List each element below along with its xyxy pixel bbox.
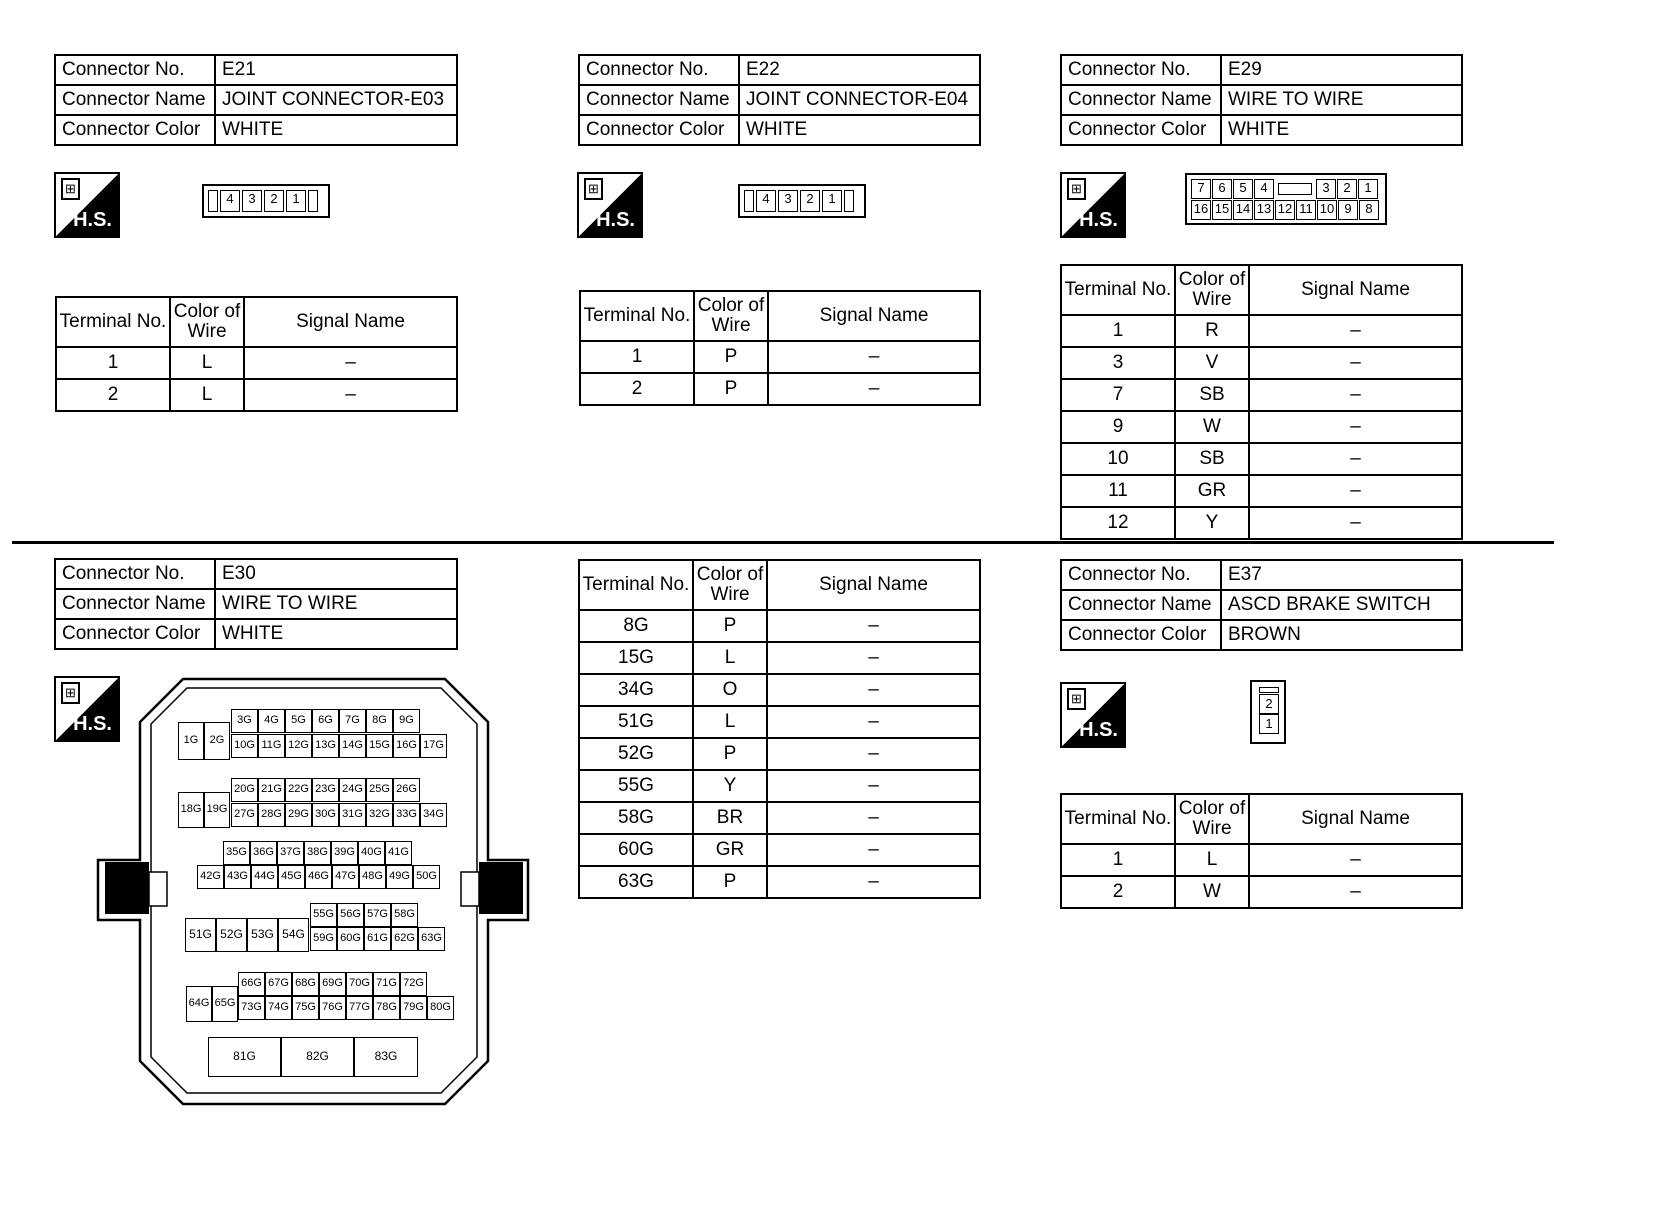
header-signal: Signal Name	[1249, 265, 1462, 315]
pin: 61G	[364, 927, 391, 951]
pin-row-bottom	[1191, 200, 1381, 220]
header-signal: Signal Name	[1249, 794, 1462, 844]
cell: –	[244, 379, 457, 411]
label: Connector Name	[1061, 590, 1221, 620]
e30-pin-row	[231, 709, 420, 733]
pin: 57G	[364, 903, 391, 927]
cell: 3	[1061, 347, 1175, 379]
cell: 1	[580, 341, 694, 373]
cell: 55G	[579, 770, 693, 802]
connector-latch	[744, 190, 754, 212]
header-color: Color of Wire	[170, 297, 244, 347]
e37-name: ASCD BRAKE SWITCH	[1221, 590, 1462, 620]
pin: 2G	[204, 722, 230, 760]
pin: 48G	[359, 865, 386, 889]
pin: 1	[286, 190, 306, 212]
pin: 15	[1212, 200, 1232, 220]
pin: 79G	[400, 996, 427, 1020]
cell: 1	[1061, 844, 1175, 876]
label: Connector Color	[1061, 620, 1221, 650]
e21-terminal-table	[55, 296, 458, 412]
pin: 77G	[346, 996, 373, 1020]
connector-icon: ⊞	[584, 178, 603, 200]
pin: 66G	[238, 972, 265, 996]
pin: 69G	[319, 972, 346, 996]
e30-pin-row	[238, 996, 454, 1020]
pin: 14G	[339, 734, 366, 758]
label: Connector Name	[55, 589, 215, 619]
cell: –	[1249, 411, 1462, 443]
harness-side-icon	[1060, 172, 1126, 238]
cell: 15G	[579, 642, 693, 674]
pin: 74G	[265, 996, 292, 1020]
label: Connector No.	[55, 55, 215, 85]
pin: 4G	[258, 709, 285, 733]
cell: R	[1175, 315, 1249, 347]
cell: 10	[1061, 443, 1175, 475]
cell: O	[693, 674, 767, 706]
e22-name: JOINT CONNECTOR-E04	[739, 85, 980, 115]
pin: 9G	[393, 709, 420, 733]
label: Connector No.	[55, 559, 215, 589]
cell: 11	[1061, 475, 1175, 507]
cell: P	[693, 610, 767, 642]
e22-color: WHITE	[739, 115, 980, 145]
e37-terminal-table	[1060, 793, 1463, 909]
pin: 13	[1254, 200, 1274, 220]
cell: –	[1249, 844, 1462, 876]
e30-pin-row	[178, 722, 230, 760]
e37-color: BROWN	[1221, 620, 1462, 650]
pin: 82G	[281, 1037, 354, 1077]
hs-label: H.S.	[1079, 209, 1118, 231]
pin: 58G	[391, 903, 418, 927]
pin: 41G	[385, 841, 412, 865]
header-terminal: Terminal No.	[56, 297, 170, 347]
e37-number: E37	[1221, 560, 1462, 590]
cell: L	[170, 379, 244, 411]
cell: –	[1249, 347, 1462, 379]
cell: –	[1249, 876, 1462, 908]
pin: 28G	[258, 803, 285, 827]
label: Connector No.	[579, 55, 739, 85]
cell: –	[1249, 315, 1462, 347]
harness-side-icon	[1060, 682, 1126, 748]
pin: 10G	[231, 734, 258, 758]
cell: W	[1175, 411, 1249, 443]
pin: 45G	[278, 865, 305, 889]
cell: –	[767, 802, 980, 834]
pin: 23G	[312, 778, 339, 802]
pin: 43G	[224, 865, 251, 889]
pin-row-top	[1191, 179, 1381, 199]
pin: 24G	[339, 778, 366, 802]
cell: SB	[1175, 379, 1249, 411]
e30-pin-row	[208, 1037, 418, 1077]
e30-pin-row	[310, 903, 418, 927]
e29-color: WHITE	[1221, 115, 1462, 145]
pin: 46G	[305, 865, 332, 889]
pin: 56G	[337, 903, 364, 927]
pin: 47G	[332, 865, 359, 889]
cell: Y	[693, 770, 767, 802]
pin: 55G	[310, 903, 337, 927]
header-terminal: Terminal No.	[580, 291, 694, 341]
cell: 9	[1061, 411, 1175, 443]
label: Connector No.	[1061, 560, 1221, 590]
pin: 1	[822, 190, 842, 212]
pin: 29G	[285, 803, 312, 827]
hs-label: H.S.	[73, 713, 112, 735]
pin: 39G	[331, 841, 358, 865]
pin: 31G	[339, 803, 366, 827]
pin: 42G	[197, 865, 224, 889]
label: Connector Name	[579, 85, 739, 115]
pin: 30G	[312, 803, 339, 827]
cell: –	[1249, 443, 1462, 475]
cell: BR	[693, 802, 767, 834]
pin: 4	[220, 190, 240, 212]
pin: 68G	[292, 972, 319, 996]
e22-number: E22	[739, 55, 980, 85]
e29-number: E29	[1221, 55, 1462, 85]
header-signal: Signal Name	[244, 297, 457, 347]
header-color: Color of Wire	[1175, 265, 1249, 315]
header-terminal: Terminal No.	[1061, 265, 1175, 315]
pin: 3	[242, 190, 262, 212]
pin: 6	[1212, 179, 1232, 199]
pin: 72G	[400, 972, 427, 996]
cell: –	[244, 347, 457, 379]
cell: SB	[1175, 443, 1249, 475]
pin: 51G	[185, 918, 216, 952]
cell: –	[1249, 507, 1462, 539]
pin: 1	[1259, 714, 1279, 734]
pin: 62G	[391, 927, 418, 951]
e29-info-table	[1060, 54, 1463, 146]
section-divider	[12, 541, 1554, 544]
pin: 3G	[231, 709, 258, 733]
harness-side-icon	[577, 172, 643, 238]
cell: V	[1175, 347, 1249, 379]
e21-number: E21	[215, 55, 457, 85]
pin: 22G	[285, 778, 312, 802]
label: Connector Color	[1061, 115, 1221, 145]
pin: 78G	[373, 996, 400, 1020]
pin: 27G	[231, 803, 258, 827]
e22-terminal-table	[579, 290, 981, 406]
pin: 2	[264, 190, 284, 212]
pin: 59G	[310, 927, 337, 951]
pin: 16G	[393, 734, 420, 758]
cell: –	[767, 610, 980, 642]
cell: 51G	[579, 706, 693, 738]
pin: 7	[1191, 179, 1211, 199]
e30-info-table	[54, 558, 458, 650]
pin: 76G	[319, 996, 346, 1020]
cell: P	[694, 341, 768, 373]
pin: 37G	[277, 841, 304, 865]
header-color: Color of Wire	[694, 291, 768, 341]
pin: 11	[1296, 200, 1316, 220]
pin: 53G	[247, 918, 278, 952]
pin: 5G	[285, 709, 312, 733]
pin: 12	[1275, 200, 1295, 220]
e37-info-table	[1060, 559, 1463, 651]
e30-pin-row	[231, 734, 447, 758]
connector-icon: ⊞	[1067, 178, 1086, 200]
label: Connector Color	[55, 115, 215, 145]
cell: –	[767, 642, 980, 674]
cell: 1	[1061, 315, 1175, 347]
cell: 63G	[579, 866, 693, 898]
pin: 81G	[208, 1037, 281, 1077]
cell: –	[768, 373, 980, 405]
pin: 83G	[354, 1037, 418, 1077]
pin: 6G	[312, 709, 339, 733]
e30-color: WHITE	[215, 619, 457, 649]
cell: 60G	[579, 834, 693, 866]
e29-name: WIRE TO WIRE	[1221, 85, 1462, 115]
pin: 2	[800, 190, 820, 212]
e30-pin-row	[310, 927, 445, 951]
connector-latch	[208, 190, 218, 212]
cell: P	[693, 738, 767, 770]
label: Connector Name	[1061, 85, 1221, 115]
cell: 7	[1061, 379, 1175, 411]
label: Connector Name	[55, 85, 215, 115]
pin: 32G	[366, 803, 393, 827]
e30-number: E30	[215, 559, 457, 589]
pin: 73G	[238, 996, 265, 1020]
pin: 1G	[178, 722, 204, 760]
cell: –	[767, 674, 980, 706]
cell: Y	[1175, 507, 1249, 539]
cell: 2	[1061, 876, 1175, 908]
pin: 7G	[339, 709, 366, 733]
pin: 36G	[250, 841, 277, 865]
pin: 15G	[366, 734, 393, 758]
cell: –	[767, 706, 980, 738]
cell: 12	[1061, 507, 1175, 539]
cell: 2	[580, 373, 694, 405]
e30-pin-row	[186, 986, 238, 1022]
e22-info-table	[578, 54, 981, 146]
connector-latch	[308, 190, 318, 212]
pin: 8G	[366, 709, 393, 733]
cell: P	[693, 866, 767, 898]
e21-info-table	[54, 54, 458, 146]
connector-icon: ⊞	[1067, 688, 1086, 710]
pin: 52G	[216, 918, 247, 952]
e21-color: WHITE	[215, 115, 457, 145]
cell: –	[1249, 379, 1462, 411]
label: Connector Color	[55, 619, 215, 649]
pin: 63G	[418, 927, 445, 951]
pin: 26G	[393, 778, 420, 802]
e30-pin-row	[238, 972, 427, 996]
connector-latch	[844, 190, 854, 212]
cell: L	[170, 347, 244, 379]
e30-terminal-table	[578, 559, 981, 899]
cell: L	[1175, 844, 1249, 876]
pin: 10	[1317, 200, 1337, 220]
e30-pin-row	[178, 792, 230, 828]
e30-pin-row	[223, 841, 412, 865]
pin: 20G	[231, 778, 258, 802]
e30-pin-row	[231, 778, 420, 802]
pin: 33G	[393, 803, 420, 827]
e21-connector	[202, 184, 330, 218]
pin: 35G	[223, 841, 250, 865]
pin: 4	[756, 190, 776, 212]
e30-pin-row	[185, 918, 309, 952]
e30-name: WIRE TO WIRE	[215, 589, 457, 619]
pin: 2	[1337, 179, 1357, 199]
pin: 2	[1259, 694, 1279, 714]
cell: 2	[56, 379, 170, 411]
cell: 1	[56, 347, 170, 379]
pin: 25G	[366, 778, 393, 802]
pin: 40G	[358, 841, 385, 865]
e30-pin-row	[197, 865, 440, 889]
pin: 19G	[204, 792, 230, 828]
e29-terminal-table	[1060, 264, 1463, 540]
cell: –	[767, 866, 980, 898]
hs-label: H.S.	[73, 209, 112, 231]
pin: 49G	[386, 865, 413, 889]
pin: 44G	[251, 865, 278, 889]
pin: 38G	[304, 841, 331, 865]
e22-connector	[738, 184, 866, 218]
pin: 3	[1316, 179, 1336, 199]
pin: 21G	[258, 778, 285, 802]
pin: 11G	[258, 734, 285, 758]
pin: 4	[1254, 179, 1274, 199]
header-signal: Signal Name	[767, 560, 980, 610]
pin: 70G	[346, 972, 373, 996]
header-terminal: Terminal No.	[1061, 794, 1175, 844]
label: Connector Color	[579, 115, 739, 145]
pin: 65G	[212, 986, 238, 1022]
pin: 12G	[285, 734, 312, 758]
cell: 58G	[579, 802, 693, 834]
pin: 17G	[420, 734, 447, 758]
pin: 75G	[292, 996, 319, 1020]
connector-key	[1259, 687, 1279, 693]
header-color: Color of Wire	[1175, 794, 1249, 844]
e37-connector	[1250, 680, 1286, 744]
pin: 3	[778, 190, 798, 212]
harness-side-icon	[54, 172, 120, 238]
label: Connector No.	[1061, 55, 1221, 85]
header-terminal: Terminal No.	[579, 560, 693, 610]
pin: 54G	[278, 918, 309, 952]
cell: –	[767, 738, 980, 770]
pin: 13G	[312, 734, 339, 758]
pin: 64G	[186, 986, 212, 1022]
pin: 1	[1358, 179, 1378, 199]
hs-label: H.S.	[1079, 719, 1118, 741]
hs-label: H.S.	[596, 209, 635, 231]
pin: 16	[1191, 200, 1211, 220]
cell: W	[1175, 876, 1249, 908]
pin: 8	[1359, 200, 1379, 220]
connector-icon: ⊞	[61, 178, 80, 200]
cell: 52G	[579, 738, 693, 770]
pin: 50G	[413, 865, 440, 889]
cell: L	[693, 706, 767, 738]
e21-name: JOINT CONNECTOR-E03	[215, 85, 457, 115]
e30-pin-row	[231, 803, 447, 827]
pin: 14	[1233, 200, 1253, 220]
connector-key	[1275, 179, 1315, 199]
cell: L	[693, 642, 767, 674]
cell: P	[694, 373, 768, 405]
pin: 34G	[420, 803, 447, 827]
cell: GR	[1175, 475, 1249, 507]
header-color: Color of Wire	[693, 560, 767, 610]
cell: 34G	[579, 674, 693, 706]
cell: –	[768, 341, 980, 373]
pin: 67G	[265, 972, 292, 996]
e29-connector	[1185, 173, 1387, 225]
connector-icon: ⊞	[61, 682, 80, 704]
cell: –	[767, 834, 980, 866]
cell: 8G	[579, 610, 693, 642]
pin: 80G	[427, 996, 454, 1020]
cell: GR	[693, 834, 767, 866]
pin: 71G	[373, 972, 400, 996]
pin: 9	[1338, 200, 1358, 220]
pin: 18G	[178, 792, 204, 828]
pin: 5	[1233, 179, 1253, 199]
cell: –	[1249, 475, 1462, 507]
header-signal: Signal Name	[768, 291, 980, 341]
cell: –	[767, 770, 980, 802]
pin: 60G	[337, 927, 364, 951]
